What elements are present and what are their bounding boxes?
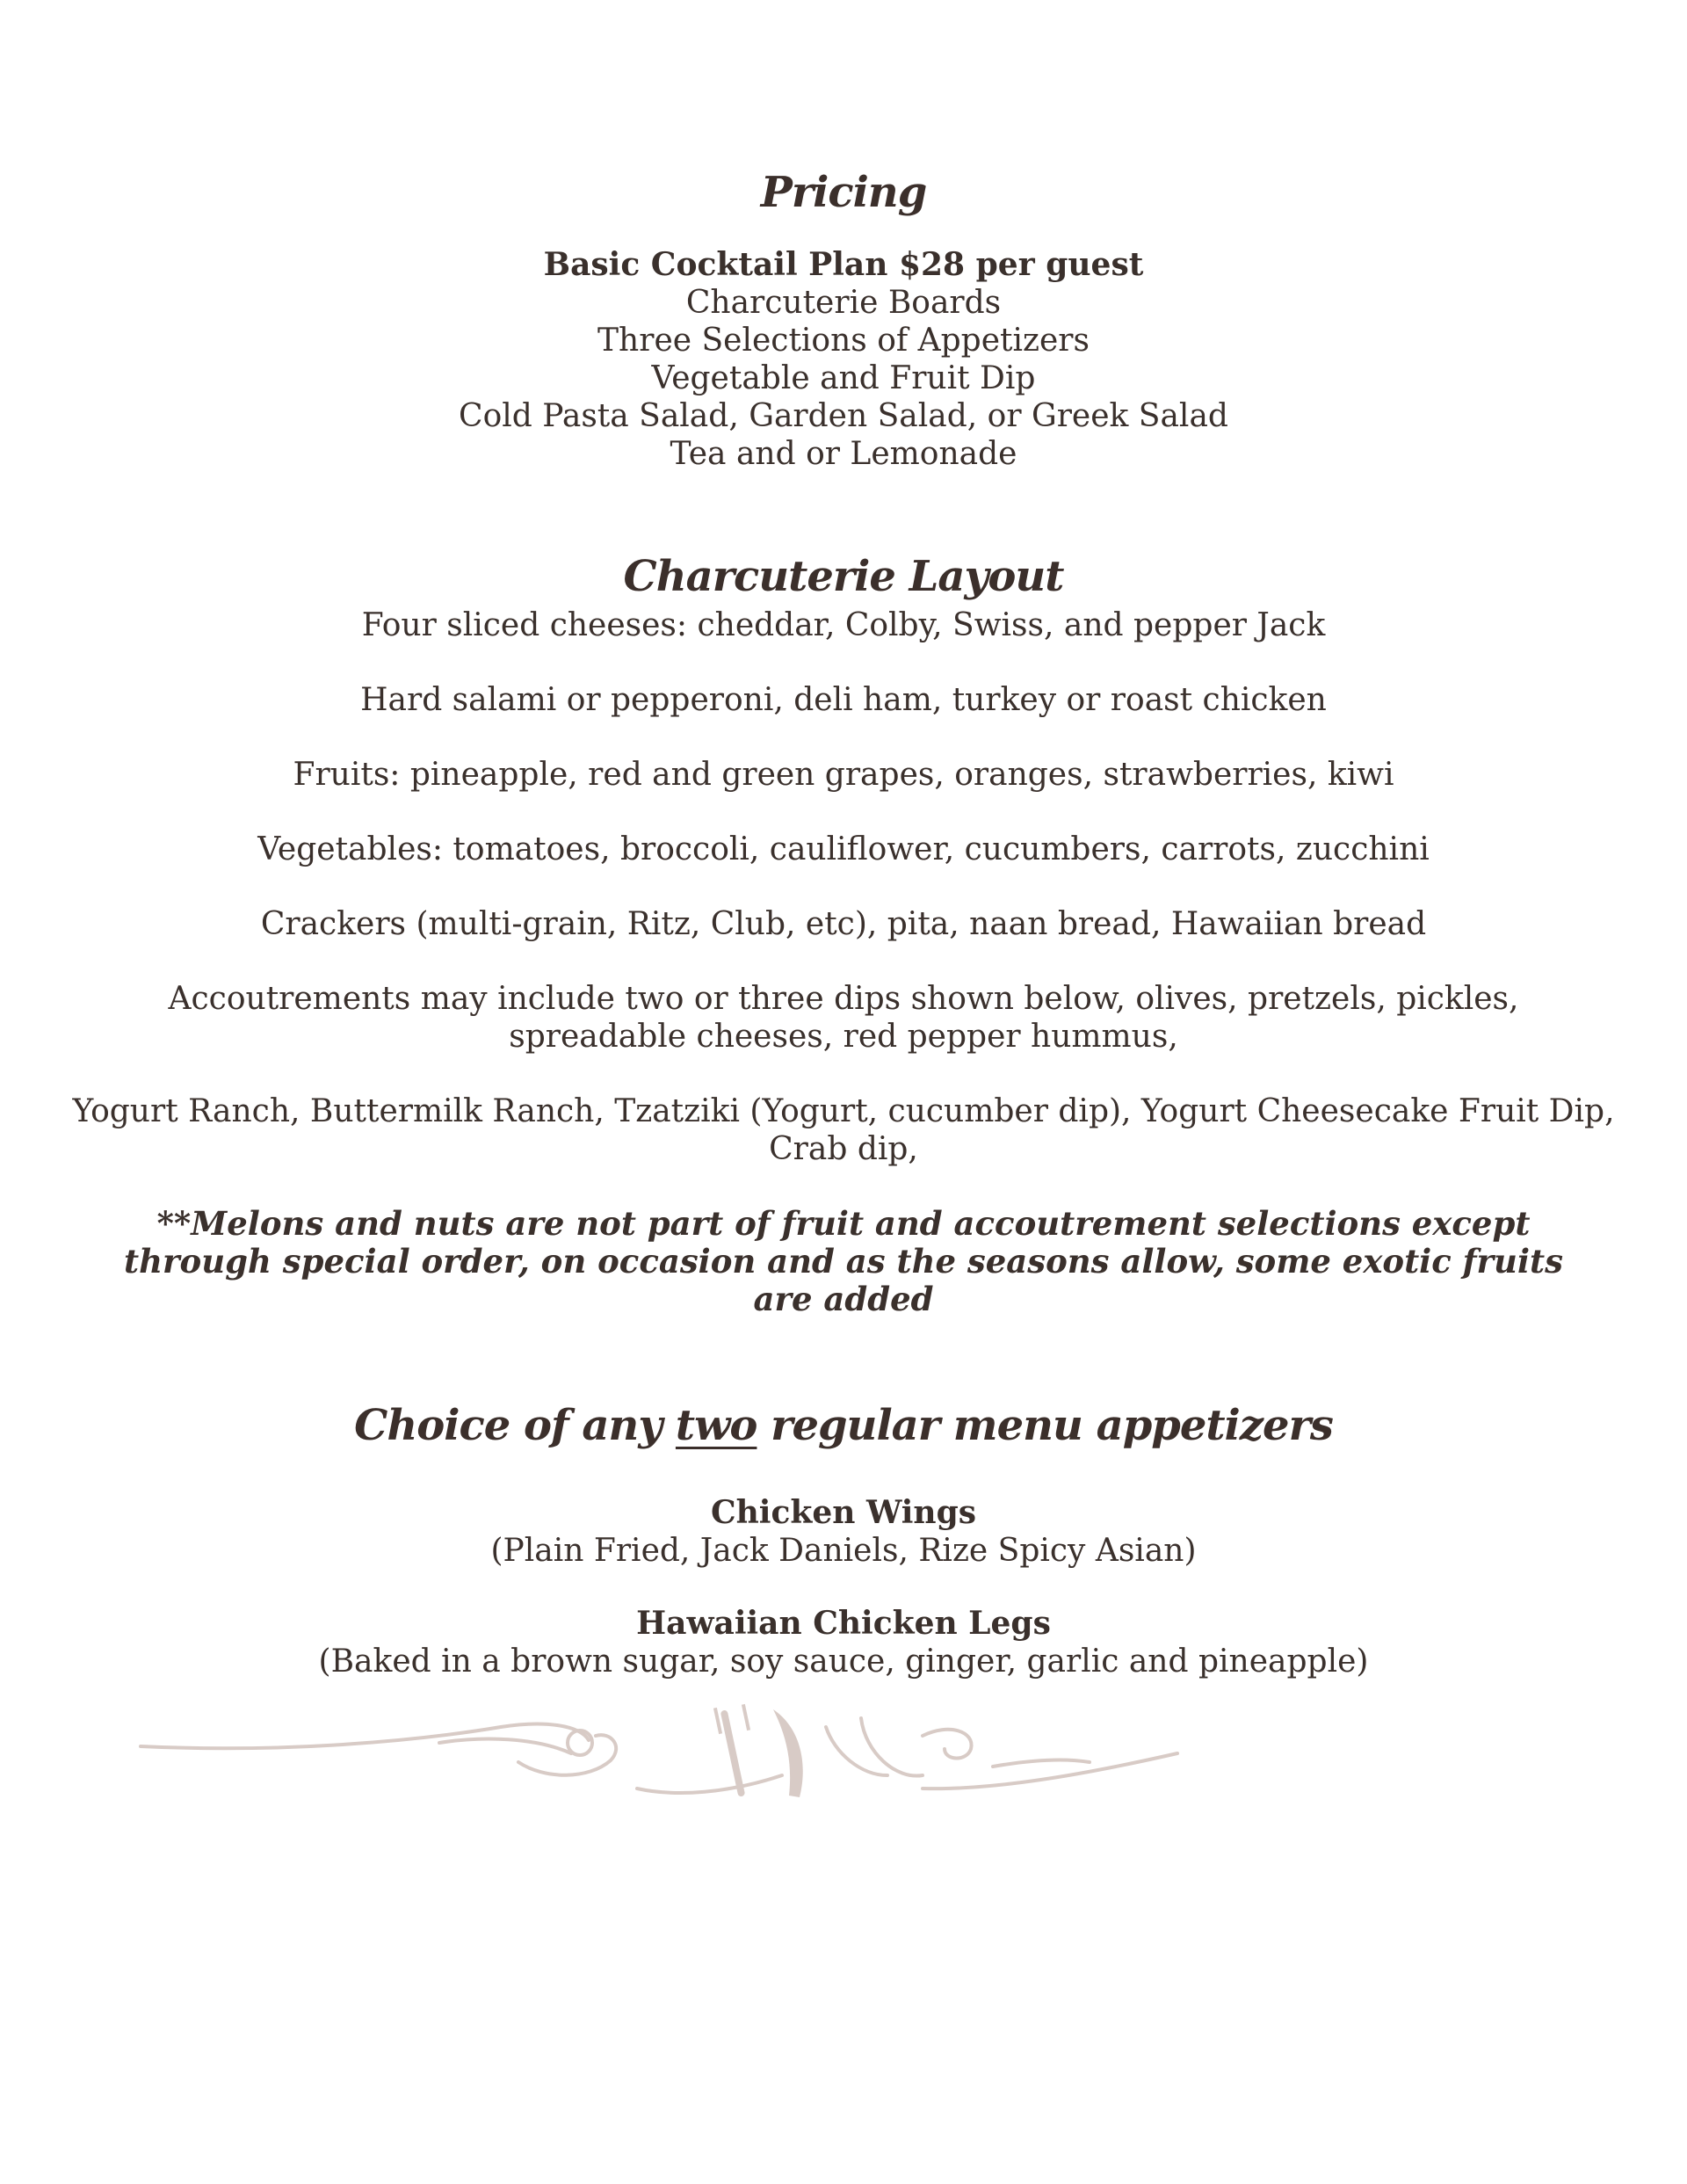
- pricing-heading: Pricing: [760, 168, 927, 217]
- pricing-item: Three Selections of Appetizers: [597, 323, 1090, 359]
- charcuterie-paragraph: Accoutrements may include two or three dips shown below, olives, pretzels, pickles, spreadable cheeses, red pepper hummus,: [168, 981, 1519, 1055]
- pricing-item: Charcuterie Boards: [685, 285, 1002, 321]
- appetizer-description: (Plain Fried, Jack Daniels, Rize Spicy Asian): [490, 1533, 1197, 1569]
- appetizer-item: [53, 1605, 1634, 1680]
- appetizers-heading: [0, 1401, 1687, 1450]
- special-order-note: [53, 1205, 1634, 1318]
- pricing-item: Tea and or Lemonade: [670, 436, 1017, 472]
- charcuterie-paragraph: Fruits: pineapple, red and green grapes, oranges, strawberries, kiwi: [293, 757, 1394, 793]
- appetizers-heading-emphasis: two: [675, 1401, 757, 1450]
- pricing-section: [53, 246, 1634, 473]
- appetizers-heading-after: regular menu appetizers: [757, 1401, 1333, 1450]
- charcuterie-heading: Charcuterie Layout: [623, 552, 1064, 601]
- charcuterie-paragraph: Hard salami or pepperoni, deli ham, turkey or roast chicken: [360, 682, 1327, 718]
- charcuterie-paragraph: Crackers (multi-grain, Ritz, Club, etc), pita, naan bread, Hawaiian bread: [260, 906, 1427, 942]
- appetizer-item: [53, 1494, 1634, 1570]
- pricing-item: Vegetable and Fruit Dip: [651, 360, 1036, 396]
- note-prefix: **: [156, 1204, 192, 1243]
- charcuterie-section: [53, 606, 1634, 1318]
- charcuterie-paragraph: Four sliced cheeses: cheddar, Colby, Swiss, and pepper Jack: [361, 607, 1326, 643]
- charcuterie-paragraph: Yogurt Ranch, Buttermilk Ranch, Tzatziki (Yogurt, cucumber dip), Yogurt Cheesecake Fruit Dip, Crab dip,: [72, 1093, 1615, 1167]
- appetizer-description: (Baked in a brown sugar, soy sauce, ginger, garlic and pineapple): [318, 1643, 1369, 1680]
- plan-title: Basic Cocktail Plan $28 per guest: [543, 246, 1144, 283]
- appetizer-name: Hawaiian Chicken Legs: [636, 1605, 1051, 1642]
- fork-knife-flourish-icon: [132, 1692, 1186, 1806]
- appetizer-name: Chicken Wings: [710, 1494, 977, 1531]
- pricing-item: Cold Pasta Salad, Garden Salad, or Greek Salad: [459, 398, 1228, 434]
- note-text: Melons and nuts are not part of fruit and accoutrement selections except through special order, on occasion and as the seasons allow, some exotic fruits are added: [124, 1204, 1563, 1318]
- appetizers-heading-before: Choice of any: [354, 1401, 676, 1450]
- charcuterie-paragraph: Vegetables: tomatoes, broccoli, cauliflower, cucumbers, carrots, zucchini: [257, 831, 1430, 867]
- appetizers-section: [53, 1494, 1634, 1680]
